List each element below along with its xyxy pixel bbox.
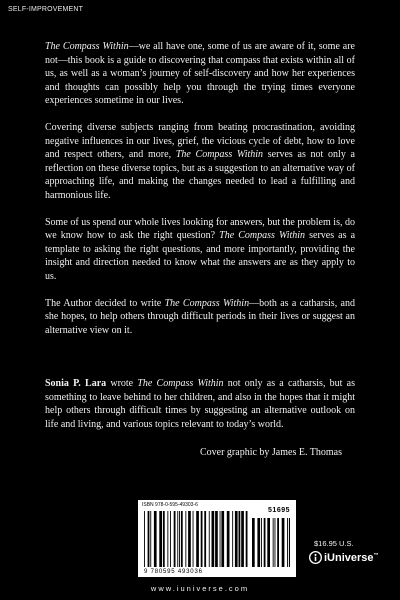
blurb-text: serves as not only a reflection on these diverse topics, but as a suggestion to an alternative way of approaching life, and making the changes needed to lead a fulfilling and harmonious life. — [45, 149, 355, 201]
isbn-barcode — [138, 500, 296, 577]
price-label: $16.95 U.S. — [314, 539, 354, 548]
back-cover-blurb — [45, 40, 355, 350]
publisher-name: iUniverse™ — [324, 551, 379, 564]
ean-barcode-bars — [144, 511, 248, 567]
blurb-text: Covering diverse subjects ranging from beating procrastination, avoiding negative influences in our lives, grief, the vicious cycle of debt, how to love and respect others, and more, — [45, 121, 355, 161]
barcode-digits: 9 780595 493036 — [144, 569, 203, 575]
bio-text: not only as a catharsis, but as something to leave behind to her children, and also in the hopes that it might help others through difficult times by suggesting an alternative outlook on life and living, and various topics relevant to today’s world. — [45, 378, 355, 430]
addon-barcode-bars — [252, 518, 290, 567]
bio-text: wrote — [106, 378, 138, 389]
blurb-text: Some of us spend our whole lives looking for answers, but the problem is, do we know how to ask the right question? — [45, 216, 355, 242]
book-title: The Compass Within — [164, 297, 250, 309]
publisher-logo — [309, 551, 379, 564]
blurb-text: —we all have one, some of us are aware of it, some are not—this book is a guide to discovering that compass that exists within all of us, as well as a woman’s journey of self-discovery and how her experiences and thoughts can possibly help you through the trying times everyone experiences sometime in our lives. — [45, 41, 355, 107]
publisher-logo-icon — [309, 551, 322, 564]
blurb-paragraph-1 — [45, 40, 355, 108]
publisher-url: www.iuniverse.com — [150, 584, 250, 593]
isbn-number: ISBN 978-0-595-49303-6 — [142, 502, 198, 508]
author-name: Sonia P. Lara — [45, 378, 107, 389]
book-title: The Compass Within — [45, 41, 129, 52]
book-title: The Compass Within — [137, 378, 224, 389]
blurb-text: —both as a catharsis, and she hopes, to help others through difficult periods in their lives or suggest an alternative view on it. — [45, 297, 355, 336]
blurb-text: serves as a template to asking the right questions, and more importantly, providing the insight and direction needed to know what the answers are as they apply to us. — [45, 230, 356, 282]
book-title: The Compass Within — [175, 149, 264, 161]
category-label: SELF-IMPROVEMENT — [8, 6, 84, 13]
blurb-text: The Author decided to write — [45, 297, 165, 309]
price-code: 51695 — [268, 507, 290, 514]
cover-credit: Cover graphic by James E. Thomas — [199, 447, 342, 458]
blurb-paragraph-4 — [45, 297, 355, 338]
book-title: The Compass Within — [219, 230, 306, 242]
blurb-paragraph-2 — [45, 121, 355, 203]
blurb-paragraph-3 — [45, 216, 355, 284]
author-bio — [45, 377, 355, 431]
